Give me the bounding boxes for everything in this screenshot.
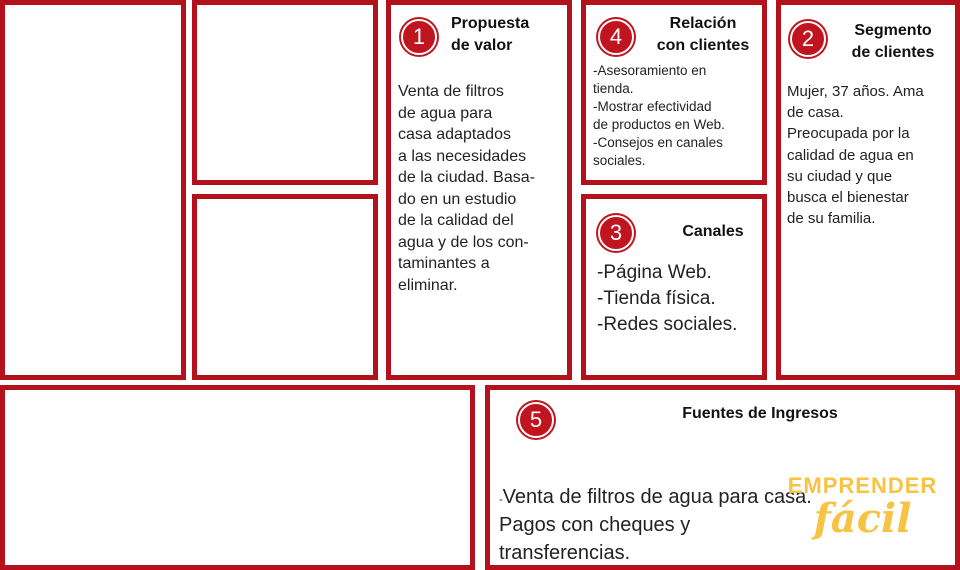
income-text: Venta de filtros de agua para casa. bbox=[502, 486, 812, 508]
cost-structure-block bbox=[0, 385, 475, 570]
title-line: de clientes bbox=[851, 44, 935, 61]
block-body: Mujer, 37 años. Ama de casa. Preocupada por la calidad de agua en su ciudad y que busca el bienestar de su familia. bbox=[787, 83, 924, 228]
title-line: Relación bbox=[669, 15, 737, 32]
customer-segments-block bbox=[776, 0, 960, 380]
block-title bbox=[451, 13, 561, 57]
number-badge: 2 bbox=[790, 21, 826, 57]
key-activities-block bbox=[192, 0, 378, 185]
income-line-2: Pagos con cheques y transferencias. bbox=[499, 514, 691, 564]
key-resources-block bbox=[192, 194, 378, 380]
block-title: Fuentes de Ingresos bbox=[682, 405, 838, 422]
block-title bbox=[833, 20, 953, 64]
dash-marker: - bbox=[499, 494, 503, 506]
number-badge: 4 bbox=[598, 19, 634, 55]
block-body: Venta de filtros de agua para casa adaptados a las necesidades de la ciudad. Basa- do en un estudio de la calidad del agua y de los con- taminantes a eliminar. bbox=[398, 83, 535, 294]
block-title bbox=[644, 13, 762, 57]
number-badge: 5 bbox=[518, 402, 554, 438]
number-badge: 3 bbox=[598, 215, 634, 251]
block-title: Canales bbox=[682, 223, 744, 240]
key-partners-block bbox=[0, 0, 186, 380]
revenue-streams-block bbox=[485, 385, 960, 570]
number-badge: 1 bbox=[401, 19, 437, 55]
emprender-facil-logo bbox=[780, 473, 945, 553]
channels-block bbox=[581, 194, 767, 380]
title-line: de valor bbox=[451, 37, 513, 54]
block-body: -Asesoramiento en tienda. -Mostrar efectividad de productos en Web. -Consejos en canales sociales. bbox=[593, 63, 725, 168]
logo-line-2: fácil bbox=[813, 495, 912, 542]
title-line: con clientes bbox=[656, 37, 750, 54]
customer-relationships-block bbox=[581, 0, 767, 185]
logo-line-1: EMPRENDER bbox=[787, 473, 938, 498]
value-proposition-block bbox=[386, 0, 572, 380]
block-body: -Página Web. -Tienda física. -Redes sociales. bbox=[597, 262, 738, 335]
title-line: Segmento bbox=[854, 22, 932, 39]
title-line: Propuesta bbox=[451, 15, 530, 32]
